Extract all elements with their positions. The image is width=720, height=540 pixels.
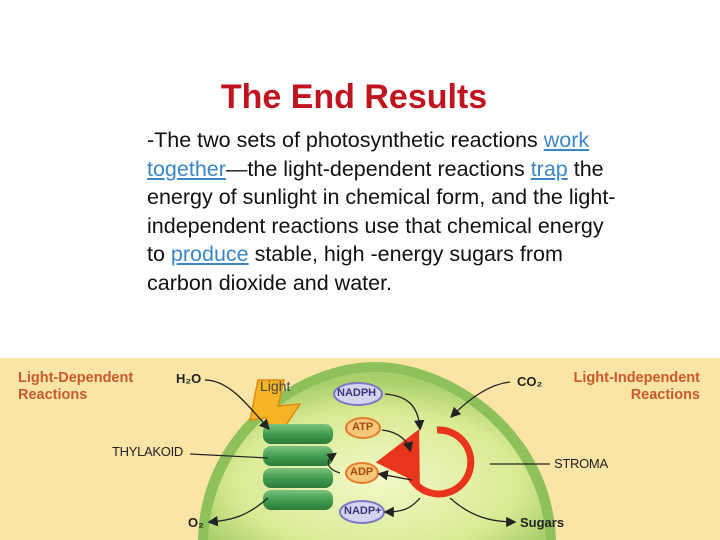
body-text-part-4: stable, high -energy sugars from carbon dioxide and water. xyxy=(147,242,563,295)
label-h2o: H₂O xyxy=(176,371,202,386)
photosynthesis-diagram xyxy=(0,358,720,540)
slide-title: The End Results xyxy=(220,78,488,116)
label-light-independent-line2: Reactions xyxy=(630,387,700,403)
label-light-independent-line1: Light-Independent xyxy=(573,370,700,386)
slide-body-text xyxy=(147,126,622,297)
body-text-part-2: —the light-dependent reactions xyxy=(225,156,531,181)
label-light-dependent-line1: Light-Dependent xyxy=(18,370,134,386)
label-sugars: Sugars xyxy=(520,515,565,530)
label-co2: CO₂ xyxy=(517,374,543,389)
hyperlink-work-together[interactable]: work together xyxy=(147,128,590,181)
body-text-part-3: the energy of sunlight in chemical form, and the light-independent reactions use that chemical energy to xyxy=(147,156,616,266)
hyperlink-produce[interactable]: produce xyxy=(170,242,249,266)
label-nadp: NADP+ xyxy=(344,505,382,517)
label-light-dependent-line2: Reactions xyxy=(18,387,88,403)
label-light: Light xyxy=(260,378,291,394)
label-o2: O₂ xyxy=(188,515,204,530)
label-thylakoid: THYLAKOID xyxy=(112,444,183,459)
body-text-part-1: -The two sets of photosynthetic reactions xyxy=(147,128,544,152)
label-light-dependent-reactions xyxy=(18,370,133,404)
label-stroma: STROMA xyxy=(554,456,608,471)
label-nadph: NADPH xyxy=(337,387,377,399)
label-adp: ADP xyxy=(350,466,374,478)
label-atp: ATP xyxy=(352,421,374,433)
label-light-independent-reactions xyxy=(574,370,700,404)
hyperlink-trap[interactable]: trap xyxy=(530,156,568,181)
